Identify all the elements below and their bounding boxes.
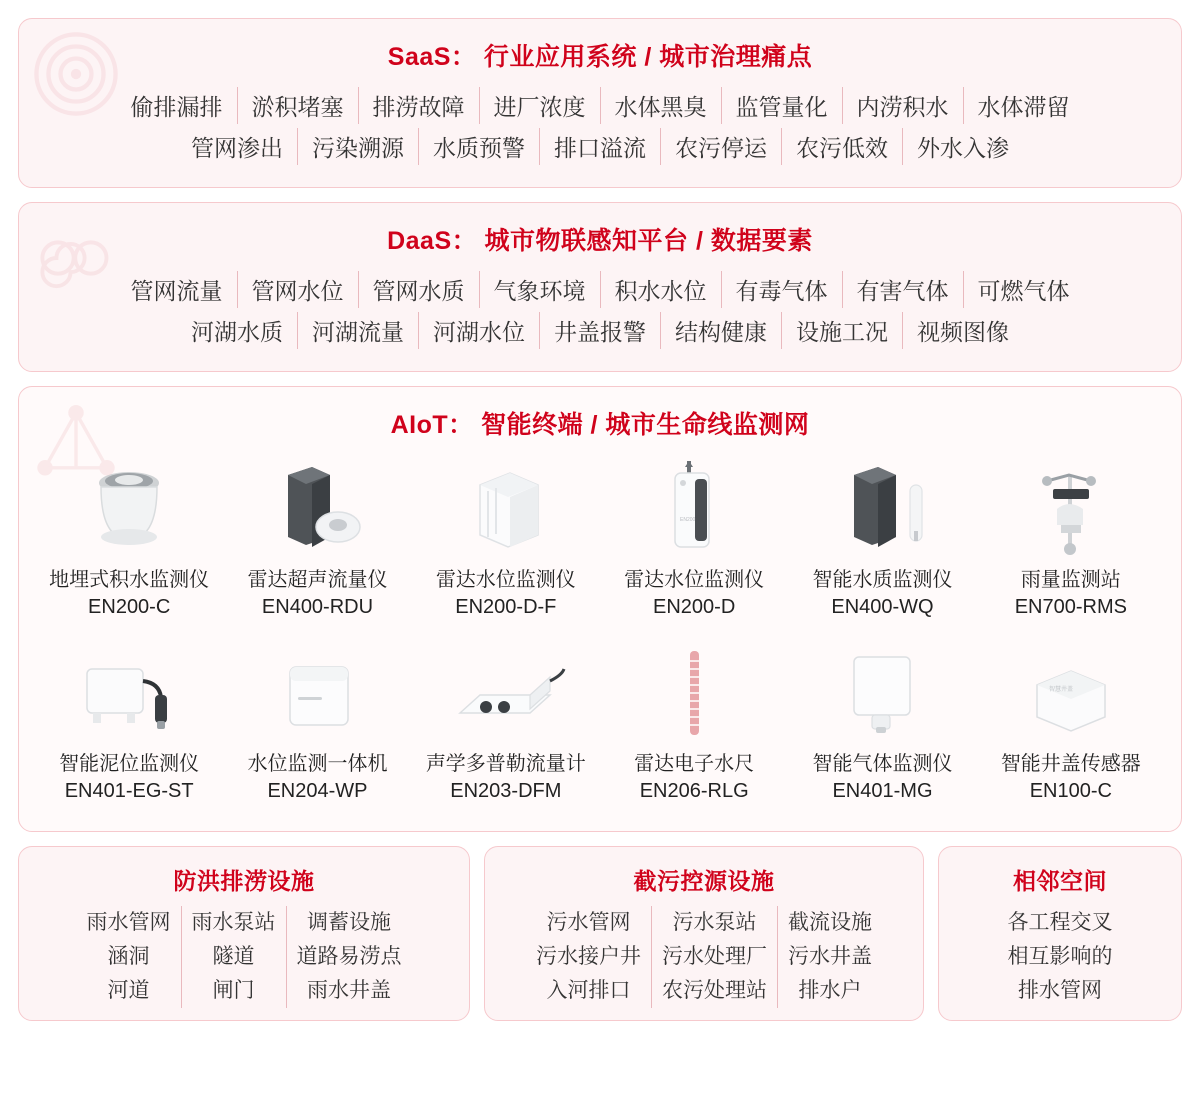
device-model: EN400-WQ bbox=[831, 596, 934, 618]
facility-item: 雨水管网 bbox=[86, 911, 171, 934]
daas-tag: 河湖水质 bbox=[191, 319, 283, 345]
device-model: EN200-C bbox=[88, 596, 171, 618]
daas-tag: 河湖流量 bbox=[297, 312, 418, 349]
device-name: 雨量监测站 bbox=[1020, 569, 1121, 591]
facility-item: 排水户 bbox=[798, 979, 862, 1003]
saas-tag: 水体滞留 bbox=[963, 87, 1084, 124]
device-item bbox=[977, 451, 1165, 631]
device-item bbox=[35, 635, 223, 815]
device-name: 智能水质监测仪 bbox=[812, 569, 953, 591]
daas-tag: 设施工况 bbox=[781, 312, 902, 349]
adjacent-space-title: 相邻空间 bbox=[1013, 868, 1107, 894]
daas-tag: 积水水位 bbox=[600, 271, 721, 308]
device-name: 智能井盖传感器 bbox=[1000, 753, 1141, 775]
device-item[interactable] bbox=[35, 451, 223, 631]
aiot-section bbox=[18, 386, 1182, 832]
saas-tag: 污染溯源 bbox=[297, 128, 418, 165]
device-item bbox=[977, 635, 1165, 815]
device-model: EN203-DFM bbox=[450, 780, 562, 802]
daas-tag: 井盖报警 bbox=[539, 312, 660, 349]
facility-item: 截流设施 bbox=[788, 911, 872, 934]
device-name: 雷达电子水尺 bbox=[634, 753, 755, 775]
device-item[interactable] bbox=[223, 451, 411, 631]
svg-text:智慧井盖: 智慧井盖 bbox=[1048, 687, 1073, 693]
facility-item: 涵洞 bbox=[107, 945, 150, 969]
aiot-title: AIoT： 智能终端 / 城市生命线监测网 bbox=[390, 411, 810, 439]
facility-item: 河道 bbox=[107, 979, 150, 1003]
device-name: 雷达超声流量仪 bbox=[247, 569, 388, 591]
facility-item: 雨水泵站 bbox=[191, 911, 276, 934]
facility-card-row bbox=[18, 846, 1182, 1021]
saas-tag: 农污低效 bbox=[781, 128, 902, 165]
daas-tag: 管网水质 bbox=[358, 271, 479, 308]
facility-item: 农污处理站 bbox=[662, 979, 767, 1003]
saas-tag: 偷排漏排 bbox=[130, 94, 223, 120]
adjacent-space-card bbox=[938, 846, 1182, 1021]
device-item bbox=[788, 635, 976, 815]
device-name: 雷达水位监测仪 bbox=[435, 569, 576, 591]
radar-level-meter-icon bbox=[619, 457, 769, 557]
facility-column bbox=[286, 906, 412, 1008]
saas-tag: 管网渗出 bbox=[191, 135, 283, 161]
daas-tag: 视频图像 bbox=[902, 312, 1023, 349]
saas-tag: 水质预警 bbox=[418, 128, 539, 165]
facility-item: 排水管网 bbox=[1018, 979, 1102, 1003]
daas-title: DaaS： 城市物联感知平台 / 数据要素 bbox=[387, 227, 813, 255]
smart-gas-monitor-icon bbox=[807, 641, 957, 741]
device-name: 声学多普勒流量计 bbox=[425, 753, 586, 775]
saas-tag: 水体黑臭 bbox=[600, 87, 721, 124]
facility-item: 雨水井盖 bbox=[307, 979, 391, 1003]
saas-tag: 进厂浓度 bbox=[479, 87, 600, 124]
saas-section bbox=[18, 18, 1182, 188]
smart-manhole-sensor-icon bbox=[996, 641, 1146, 741]
device-item bbox=[412, 635, 600, 815]
radar-ultrasonic-flowmeter-icon bbox=[242, 457, 392, 557]
device-name: 水位监测一体机 bbox=[247, 753, 388, 775]
device-model: EN200-D-F bbox=[455, 596, 557, 618]
facility-item: 污水处理厂 bbox=[662, 945, 767, 969]
svg-text:EN200: EN200 bbox=[680, 517, 696, 523]
radar-level-meter-f-icon bbox=[431, 457, 581, 557]
device-model: EN206-RLG bbox=[639, 780, 749, 802]
facility-column bbox=[777, 906, 882, 1008]
water-level-allinone-icon bbox=[242, 641, 392, 741]
facility-column bbox=[651, 906, 777, 1008]
daas-tag-row-1 bbox=[41, 271, 1159, 308]
daas-tag: 河湖水位 bbox=[418, 312, 539, 349]
device-model: EN401-EG-ST bbox=[64, 780, 194, 802]
adjacent-space-columns bbox=[949, 906, 1171, 1008]
facility-column bbox=[998, 906, 1123, 1008]
facility-item: 调蓄设施 bbox=[307, 911, 391, 934]
round-well-sensor-icon bbox=[54, 457, 204, 557]
facility-item: 污水接户井 bbox=[536, 945, 641, 969]
device-grid bbox=[35, 451, 1165, 815]
facility-item: 各工程交叉 bbox=[1007, 911, 1113, 934]
saas-tag: 农污停运 bbox=[660, 128, 781, 165]
device-item bbox=[600, 635, 788, 815]
flood-drainage-title: 防洪排涝设施 bbox=[173, 868, 315, 894]
device-model: EN100-C bbox=[1029, 780, 1112, 802]
saas-tag-row-1 bbox=[41, 87, 1159, 124]
device-item bbox=[223, 635, 411, 815]
smart-mud-level-icon bbox=[54, 641, 204, 741]
device-item bbox=[788, 451, 976, 631]
facility-item: 闸门 bbox=[212, 979, 255, 1003]
pollution-control-card bbox=[484, 846, 924, 1021]
device-item bbox=[600, 451, 788, 631]
device-name: 智能气体监测仪 bbox=[812, 753, 953, 775]
device-item bbox=[412, 451, 600, 631]
pollution-control-columns bbox=[495, 906, 913, 1008]
rain-gauge-station-icon bbox=[996, 457, 1146, 557]
radar-electronic-ruler-icon bbox=[619, 641, 769, 741]
saas-tag: 排口溢流 bbox=[539, 128, 660, 165]
flood-drainage-columns bbox=[29, 906, 459, 1008]
saas-tag-row-2 bbox=[41, 128, 1159, 165]
acoustic-doppler-flowmeter-icon bbox=[431, 641, 581, 741]
facility-item: 污水管网 bbox=[546, 911, 631, 934]
daas-tag: 管网流量 bbox=[130, 278, 223, 304]
daas-tag: 有害气体 bbox=[842, 271, 963, 308]
device-model: EN204-WP bbox=[267, 780, 368, 802]
pollution-control-title: 截污控源设施 bbox=[633, 868, 775, 894]
daas-tag: 可燃气体 bbox=[963, 271, 1084, 308]
saas-tag: 淤积堵塞 bbox=[237, 87, 358, 124]
facility-column bbox=[526, 906, 651, 1008]
daas-section bbox=[18, 202, 1182, 372]
facility-item: 污水泵站 bbox=[672, 911, 757, 934]
device-name: 雷达水位监测仪 bbox=[624, 569, 765, 591]
daas-tag: 结构健康 bbox=[660, 312, 781, 349]
smart-water-quality-icon bbox=[807, 457, 957, 557]
saas-title: SaaS： 行业应用系统 / 城市治理痛点 bbox=[387, 43, 813, 71]
saas-tag: 外水入渗 bbox=[902, 128, 1023, 165]
device-name: 地埋式积水监测仪 bbox=[49, 569, 210, 591]
daas-tag: 管网水位 bbox=[237, 271, 358, 308]
saas-tag: 内涝积水 bbox=[842, 87, 963, 124]
facility-column bbox=[77, 906, 181, 1008]
daas-tag: 有毒气体 bbox=[721, 271, 842, 308]
daas-tag-row-2 bbox=[41, 312, 1159, 349]
saas-tag: 监管量化 bbox=[721, 87, 842, 124]
device-model: EN400-RDU bbox=[261, 596, 374, 618]
device-model: EN401-MG bbox=[832, 780, 933, 802]
saas-tag: 排涝故障 bbox=[358, 87, 479, 124]
facility-item: 隧道 bbox=[212, 945, 255, 969]
facility-item: 污水井盖 bbox=[788, 945, 872, 969]
facility-column bbox=[181, 906, 286, 1008]
daas-tag: 气象环境 bbox=[479, 271, 600, 308]
flood-drainage-card bbox=[18, 846, 470, 1021]
facility-item: 相互影响的 bbox=[1007, 945, 1113, 969]
device-name: 智能泥位监测仪 bbox=[59, 753, 200, 775]
device-model: EN200-D bbox=[653, 596, 736, 618]
facility-item: 入河排口 bbox=[546, 979, 631, 1003]
device-model: EN700-RMS bbox=[1014, 596, 1127, 618]
facility-item: 道路易涝点 bbox=[296, 945, 402, 969]
